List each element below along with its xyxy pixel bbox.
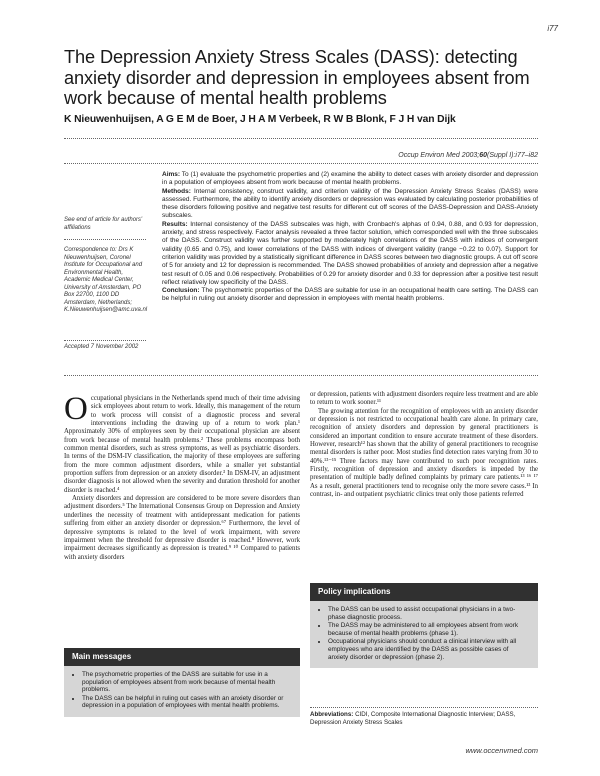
title-divider xyxy=(64,138,538,139)
page-number: i77 xyxy=(547,24,558,33)
author-list: K Nieuwenhuijsen, A G E M de Boer, J H A M Verbeek, R W B Blonk, F J H van Dijk xyxy=(64,114,456,125)
abbreviations-text: CIDI, Composite International Diagnostic Interview; DASS, Depression Anxiety Stress Scales xyxy=(310,711,516,726)
abstract-label: Methods: xyxy=(162,187,191,195)
main-messages-box xyxy=(64,648,300,717)
accepted-date: Accepted 7 November 2002 xyxy=(64,344,139,350)
abbreviations-label: Abbreviations: xyxy=(310,711,354,718)
policy-implications-heading: Policy implications xyxy=(310,583,538,601)
abstract-methods xyxy=(162,188,538,221)
body-paragraph: Anxiety disorders and depression are considered to be more severe disorders than adjustment disorders.⁵ The International Consensus Group on Depression and Anxiety underlines the necessity of treatment with antidepressant medication for patients suffering from either an anxiety disorder or depression.⁶⁷ Furthermore, the level of depressive symptoms is related to the level of work impairment, with severe impairment when the threshold for depressive disorder is reached.⁸ However, work impairment decreases significantly as depression is treated.⁹ ¹⁰ Compared to patients with anxiety disorders xyxy=(64,495,300,561)
abstract-text: The psychometric properties of the DASS are suitable for use in an occupational health care setting. The DASS can be helpful in ruling out anxiety disorder and depression in employees with mental health problems. xyxy=(162,287,538,303)
list-item: • The DASS may be administered to all employees absent from work because of mental health problems (phase 1). xyxy=(328,622,528,637)
list-item: • The DASS can be used to assist occupational physicians in a two-phase diagnostic process. xyxy=(328,606,528,621)
list-item: • The DASS can be helpful in ruling out cases with an anxiety disorder or depression in a population of employees with mental health problems. xyxy=(82,695,290,710)
sidebar-divider-2 xyxy=(64,340,146,341)
abstract-divider xyxy=(64,375,538,376)
abstract xyxy=(162,171,538,304)
abstract-results xyxy=(162,221,538,287)
abstract-text: Internal consistency, construct validity, and criterion validity of the Depression Anxiety Stress Scales (DASS) were assessed. Furthermore, the ability to identify anxiety disorders or depression was evaluated by calculating posterior probabilities of these disorders following positive and negative test results for different cut off scores of the DASS-Depression and DASS-Anxiety subscales. xyxy=(162,187,538,220)
journal-volume: 60 xyxy=(479,152,488,159)
body-text: ccupational physicians in the Netherlands spend much of their time advising sick employees about return to work. Ideally, this management of the return to work process will consist of a diagnostic process and several interventions including the drawing up of a return to work plan.¹ Approximately 30% of employees seen by their occupational physician are absent from work because of mental health problems.² These problems encompass both common mental disorders, such as stress symptoms, as well as psychiatric disorders. In terms of the DSM-IV classification, the majority of these employees are suffering from the more common adjustment disorders, while a smaller yet substantial proportion suffers from depression or an anxiety disorder.³ In DSM-IV, an adjustment disorder diagnosis is not allowed when the severity and duration threshold for another disorder is reached.⁴ xyxy=(64,395,300,494)
list-item: • Occupational physicians should conduct a clinical interview with all employees who are identified by the DASS as possible cases of anxiety disorder or depression (phase 2). xyxy=(328,638,528,661)
main-messages-list xyxy=(64,666,300,717)
abbreviations-divider xyxy=(310,707,538,708)
correspondence-info: Correspondence to: Drs K Nieuwenhuijsen, Coronel Institute for Occupational and Environmental Health, Academic Medical Center, University of Amsterdam, PO Box 22700, 1100 DD Amsterdam, Netherlands; K.Nieuwenhuijsen@amc.uva.nl xyxy=(64,247,148,313)
article-title: The Depression Anxiety Stress Scales (DASS): detecting anxiety disorder and depression in employees absent from work because of mental health problems xyxy=(64,47,530,108)
abstract-label: Conclusion: xyxy=(162,287,200,295)
drop-cap: O xyxy=(64,391,88,427)
affiliations-note: See end of article for authors' affiliations xyxy=(64,217,143,231)
footer-url: www.occenvmed.com xyxy=(465,746,538,755)
sidebar-divider-1 xyxy=(64,239,146,240)
citation-divider xyxy=(64,163,538,164)
abstract-aims xyxy=(162,171,538,188)
abstract-text: Internal consistency of the DASS subscales was high, with Cronbach's alphas of 0.94, 0.88, and 0.93 for depression, anxiety, and stress respectively. Factor analysis revealed a three factor solution, which corresponded well with the three subscales of the DASS. Construct validity was further supported by moderately high correlations of the DASS with indices of convergent validity (0.65 and 0.75), and lower correlations of the DASS with indices of divergent validity (range −0.22 to 0.07). Support for criterion validity was provided by a statistically significant difference in DASS scores between two diagnostic groups. A cut off score of 5 for anxiety and 12 for depression is recommended. The DASS showed probabilities of anxiety and depression after a negative test result of 0.05 and 0.06 respectively. Probabilities of 0.29 for anxiety disorder and 0.33 for depression after a positive test result reflect relatively low specificity of the DASS. xyxy=(162,220,539,286)
policy-implications-list xyxy=(310,601,538,668)
body-column-left xyxy=(64,391,300,562)
body-paragraph xyxy=(64,391,300,495)
abstract-label: Aims: xyxy=(162,171,181,178)
abstract-label: Results: xyxy=(162,220,188,228)
journal-name: Occup Environ Med xyxy=(398,152,460,159)
abbreviations xyxy=(310,711,538,726)
body-paragraph: The growing attention for the recognition of employees with an anxiety disorder or depression is not restricted to occupational health care alone. In primary care, recognition of anxiety disorders and depression by general practitioners is considered an important condition to ensure accurate treatment of these disorders. However, research¹² has shown that the ability of general practitioners to recognise mental disorders is rather poor. Most studies find detection rates varying from 30 to 40%.¹³⁻¹⁵ Three factors may have contributed to such poor recognition rates. Firstly, recognition of depression and anxiety disorders is impeded by the presentation of multiple badly defined complaints by primary care patients.¹³ ¹⁶ ¹⁷ As a result, general practitioners tend to recognise only the more severe cases.¹³ In contrast, in- and outpatient psychiatric clinics treat only those patients referred xyxy=(310,407,538,499)
body-paragraph: or depression, patients with adjustment disorders require less treatment and are able to return to work sooner.¹¹ xyxy=(310,391,538,407)
journal-citation xyxy=(398,152,538,159)
abstract-text: To (1) evaluate the psychometric properties and (2) examine the ability to detect cases with anxiety disorder and depression in a population of employees absent from work because of mental health problems. xyxy=(162,171,538,187)
policy-implications-box xyxy=(310,583,538,668)
list-item: • The psychometric properties of the DASS are suitable for use in a population of employees absent from work because of mental health problems. xyxy=(82,671,290,694)
abstract-conclusion xyxy=(162,287,538,304)
journal-pages: (Suppl I):i77–i82 xyxy=(487,152,538,159)
main-messages-heading: Main messages xyxy=(64,648,300,666)
body-column-right xyxy=(310,391,538,499)
journal-year: 2003; xyxy=(461,152,480,159)
